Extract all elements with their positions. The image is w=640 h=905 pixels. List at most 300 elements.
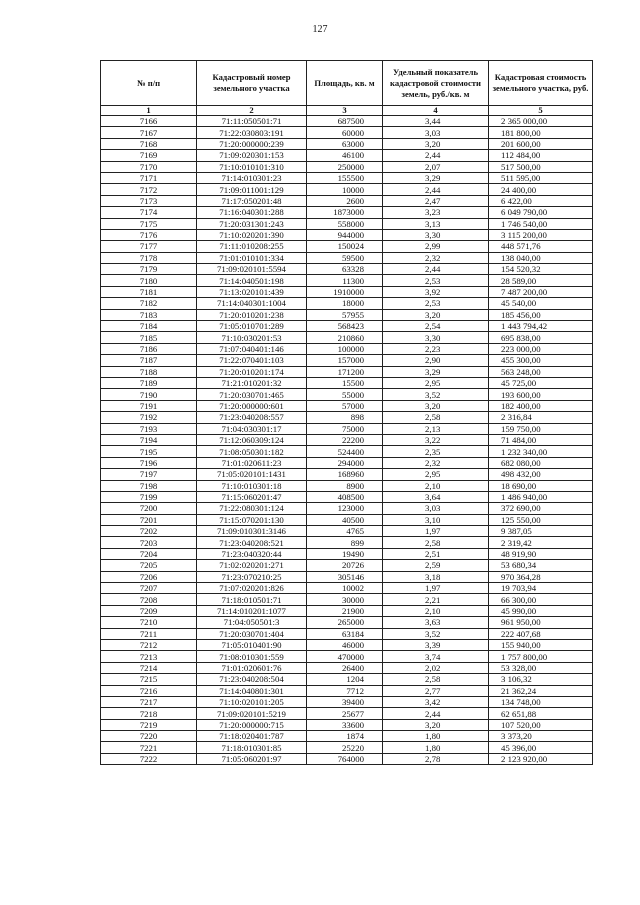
cell-cadastral-number: 71:22:070401:103 [197, 355, 307, 366]
cell-cadastral-number: 71:20:030701:404 [197, 628, 307, 639]
cell-cadastral-number: 71:08:010301:559 [197, 651, 307, 662]
cell-cadastral-number: 71:13:020101:439 [197, 286, 307, 297]
table-row [101, 537, 593, 548]
table-row [101, 241, 593, 252]
cell-area: 11300 [307, 275, 383, 286]
table-row [101, 503, 593, 514]
cell-cadastral-cost: 182 400,00 [489, 400, 593, 411]
cell-cadastral-cost: 223 000,00 [489, 343, 593, 354]
cell-cadastral-cost: 6 422,00 [489, 195, 593, 206]
column-number: 5 [489, 106, 593, 116]
cell-specific-value: 2,53 [383, 298, 489, 309]
cell-cadastral-number: 71:20:030701:465 [197, 389, 307, 400]
cell-row-number: 7199 [101, 491, 197, 502]
cell-specific-value: 2,13 [383, 423, 489, 434]
table-row [101, 275, 593, 286]
cell-area: 8900 [307, 480, 383, 491]
cell-cadastral-number: 71:14:040301:1004 [197, 298, 307, 309]
cell-specific-value: 2,44 [383, 150, 489, 161]
cell-cadastral-cost: 159 750,00 [489, 423, 593, 434]
cell-cadastral-number: 71:22:080301:124 [197, 503, 307, 514]
cell-cadastral-cost: 48 919,90 [489, 548, 593, 559]
cell-row-number: 7169 [101, 150, 197, 161]
cell-area: 15500 [307, 377, 383, 388]
cell-cadastral-cost: 53 328,00 [489, 662, 593, 673]
cell-specific-value: 3,30 [383, 229, 489, 240]
cell-specific-value: 2,54 [383, 321, 489, 332]
table-row [101, 355, 593, 366]
cell-cadastral-number: 71:23:070210:25 [197, 571, 307, 582]
cell-cadastral-cost: 19 703,94 [489, 583, 593, 594]
cell-specific-value: 2,99 [383, 241, 489, 252]
cell-cadastral-cost: 682 080,00 [489, 457, 593, 468]
table-row [101, 161, 593, 172]
cell-specific-value: 3,20 [383, 719, 489, 730]
cell-cadastral-cost: 563 248,00 [489, 366, 593, 377]
cell-cadastral-number: 71:20:031301:243 [197, 218, 307, 229]
table-row [101, 753, 593, 764]
header-row [101, 61, 593, 106]
cell-row-number: 7212 [101, 639, 197, 650]
cell-area: 10000 [307, 184, 383, 195]
cell-specific-value: 3,18 [383, 571, 489, 582]
cell-row-number: 7216 [101, 685, 197, 696]
cell-row-number: 7178 [101, 252, 197, 263]
cell-cadastral-number: 71:23:040208:557 [197, 412, 307, 423]
cell-area: 18000 [307, 298, 383, 309]
cell-area: 63000 [307, 138, 383, 149]
cell-cadastral-number: 71:23:040320:44 [197, 548, 307, 559]
cell-area: 150024 [307, 241, 383, 252]
cell-specific-value: 1,80 [383, 731, 489, 742]
cell-cadastral-cost: 961 950,00 [489, 617, 593, 628]
cell-row-number: 7181 [101, 286, 197, 297]
cell-cadastral-cost: 193 600,00 [489, 389, 593, 400]
header-cadastral-cost: Кадастровая стоимость земельного участка, руб. [489, 61, 593, 106]
cell-cadastral-number: 71:14:010201:1077 [197, 605, 307, 616]
cell-row-number: 7214 [101, 662, 197, 673]
cell-specific-value: 3,20 [383, 400, 489, 411]
cell-cadastral-cost: 448 571,76 [489, 241, 593, 252]
cell-cadastral-cost: 24 400,00 [489, 184, 593, 195]
table-row [101, 343, 593, 354]
cell-row-number: 7219 [101, 719, 197, 730]
cell-row-number: 7186 [101, 343, 197, 354]
cell-cadastral-cost: 138 040,00 [489, 252, 593, 263]
cell-cadastral-cost: 62 651,88 [489, 708, 593, 719]
cell-cadastral-cost: 21 362,24 [489, 685, 593, 696]
table-row [101, 138, 593, 149]
cell-row-number: 7215 [101, 674, 197, 685]
cell-row-number: 7208 [101, 594, 197, 605]
cell-cadastral-number: 71:21:010201:32 [197, 377, 307, 388]
cell-specific-value: 2,53 [383, 275, 489, 286]
cell-row-number: 7200 [101, 503, 197, 514]
cell-row-number: 7194 [101, 434, 197, 445]
cell-specific-value: 2,58 [383, 537, 489, 548]
cell-row-number: 7185 [101, 332, 197, 343]
table-row [101, 377, 593, 388]
table-row [101, 651, 593, 662]
header-area: Площадь, кв. м [307, 61, 383, 106]
cell-cadastral-number: 71:05:060201:97 [197, 753, 307, 764]
column-number-row [101, 106, 593, 116]
cell-specific-value: 2,44 [383, 264, 489, 275]
page-number: 127 [312, 24, 328, 35]
cell-row-number: 7191 [101, 400, 197, 411]
cell-cadastral-number: 71:20:000000:239 [197, 138, 307, 149]
cell-area: 470000 [307, 651, 383, 662]
cell-specific-value: 3,92 [383, 286, 489, 297]
cell-cadastral-cost: 372 690,00 [489, 503, 593, 514]
cell-cadastral-cost: 107 520,00 [489, 719, 593, 730]
cell-specific-value: 3,44 [383, 116, 489, 127]
cell-cadastral-cost: 222 407,68 [489, 628, 593, 639]
table-row [101, 571, 593, 582]
cell-cadastral-cost: 28 589,00 [489, 275, 593, 286]
table-row [101, 617, 593, 628]
cell-row-number: 7218 [101, 708, 197, 719]
cell-area: 60000 [307, 127, 383, 138]
cell-cadastral-number: 71:12:060309:124 [197, 434, 307, 445]
cell-cadastral-number: 71:09:010301:3146 [197, 526, 307, 537]
cell-area: 19490 [307, 548, 383, 559]
cell-cadastral-number: 71:01:020601:76 [197, 662, 307, 673]
cell-area: 250000 [307, 161, 383, 172]
cell-row-number: 7182 [101, 298, 197, 309]
cell-specific-value: 2,58 [383, 412, 489, 423]
cell-area: 899 [307, 537, 383, 548]
cell-row-number: 7203 [101, 537, 197, 548]
cell-row-number: 7184 [101, 321, 197, 332]
table-row [101, 685, 593, 696]
column-number: 2 [197, 106, 307, 116]
table-row [101, 457, 593, 468]
cell-row-number: 7180 [101, 275, 197, 286]
cell-area: 155500 [307, 172, 383, 183]
cell-cadastral-cost: 3 106,32 [489, 674, 593, 685]
cell-cadastral-number: 71:05:020101:1431 [197, 469, 307, 480]
cell-row-number: 7166 [101, 116, 197, 127]
cell-cadastral-number: 71:07:040401:146 [197, 343, 307, 354]
cell-specific-value: 3,03 [383, 503, 489, 514]
cell-specific-value: 3,20 [383, 309, 489, 320]
cell-cadastral-number: 71:11:010208:255 [197, 241, 307, 252]
table-row [101, 184, 593, 195]
cell-specific-value: 3,10 [383, 514, 489, 525]
cell-specific-value: 2,23 [383, 343, 489, 354]
cell-cadastral-number: 71:10:020201:390 [197, 229, 307, 240]
cell-cadastral-cost: 1 232 340,00 [489, 446, 593, 457]
cell-cadastral-cost: 134 748,00 [489, 696, 593, 707]
cell-row-number: 7197 [101, 469, 197, 480]
cell-cadastral-number: 71:20:000000:601 [197, 400, 307, 411]
cell-specific-value: 2,58 [383, 674, 489, 685]
cell-cadastral-cost: 45 540,00 [489, 298, 593, 309]
cell-row-number: 7168 [101, 138, 197, 149]
cell-cadastral-number: 71:18:020401:787 [197, 731, 307, 742]
cell-specific-value: 2,32 [383, 252, 489, 263]
cell-cadastral-cost: 7 487 200,00 [489, 286, 593, 297]
cell-cadastral-number: 71:08:050301:182 [197, 446, 307, 457]
cell-area: 171200 [307, 366, 383, 377]
cell-cadastral-cost: 71 484,00 [489, 434, 593, 445]
cell-cadastral-number: 71:20:000000:715 [197, 719, 307, 730]
cell-cadastral-number: 71:01:010101:334 [197, 252, 307, 263]
table-row [101, 218, 593, 229]
table-row [101, 434, 593, 445]
cell-row-number: 7211 [101, 628, 197, 639]
cell-cadastral-cost: 45 396,00 [489, 742, 593, 753]
table-row [101, 298, 593, 309]
cell-cadastral-number: 71:20:010201:238 [197, 309, 307, 320]
table-row [101, 286, 593, 297]
cell-cadastral-cost: 185 456,00 [489, 309, 593, 320]
cell-cadastral-cost: 125 550,00 [489, 514, 593, 525]
cell-specific-value: 1,97 [383, 583, 489, 594]
cell-cadastral-number: 71:18:010501:71 [197, 594, 307, 605]
cell-cadastral-cost: 517 500,00 [489, 161, 593, 172]
cell-area: 26400 [307, 662, 383, 673]
table-row [101, 332, 593, 343]
cell-cadastral-cost: 2 316,84 [489, 412, 593, 423]
cell-row-number: 7189 [101, 377, 197, 388]
header-specific-value: Удельный показатель кадастровой стоимости земель, руб./кв. м [383, 61, 489, 106]
column-number: 3 [307, 106, 383, 116]
cell-cadastral-cost: 2 319,42 [489, 537, 593, 548]
cell-cadastral-cost: 66 300,00 [489, 594, 593, 605]
cell-area: 408500 [307, 491, 383, 502]
cell-area: 25220 [307, 742, 383, 753]
cell-cadastral-cost: 1 757 800,00 [489, 651, 593, 662]
cell-row-number: 7195 [101, 446, 197, 457]
cell-cadastral-number: 71:09:011001:129 [197, 184, 307, 195]
cell-row-number: 7196 [101, 457, 197, 468]
cell-cadastral-number: 71:10:020101:205 [197, 696, 307, 707]
cell-cadastral-number: 71:20:010201:174 [197, 366, 307, 377]
cell-area: 568423 [307, 321, 383, 332]
cell-area: 39400 [307, 696, 383, 707]
cell-cadastral-cost: 181 800,00 [489, 127, 593, 138]
cell-area: 7712 [307, 685, 383, 696]
cell-specific-value: 1,80 [383, 742, 489, 753]
table-row [101, 514, 593, 525]
cell-specific-value: 2,35 [383, 446, 489, 457]
cell-cadastral-number: 71:10:030201:53 [197, 332, 307, 343]
cell-row-number: 7179 [101, 264, 197, 275]
cell-specific-value: 3,29 [383, 366, 489, 377]
cell-cadastral-cost: 695 838,00 [489, 332, 593, 343]
cell-cadastral-cost: 112 484,00 [489, 150, 593, 161]
cell-area: 40500 [307, 514, 383, 525]
cell-area: 524400 [307, 446, 383, 457]
cell-cadastral-cost: 154 520,32 [489, 264, 593, 275]
cell-cadastral-cost: 1 746 540,00 [489, 218, 593, 229]
cell-row-number: 7222 [101, 753, 197, 764]
cell-specific-value: 3,63 [383, 617, 489, 628]
cell-cadastral-number: 71:23:040208:521 [197, 537, 307, 548]
cell-cadastral-cost: 6 049 790,00 [489, 207, 593, 218]
cell-cadastral-cost: 455 300,00 [489, 355, 593, 366]
table-row [101, 639, 593, 650]
cell-area: 1204 [307, 674, 383, 685]
cell-specific-value: 2,32 [383, 457, 489, 468]
cell-cadastral-number: 71:02:020201:271 [197, 560, 307, 571]
cell-row-number: 7173 [101, 195, 197, 206]
cell-cadastral-number: 71:15:060201:47 [197, 491, 307, 502]
cell-row-number: 7202 [101, 526, 197, 537]
cell-area: 46000 [307, 639, 383, 650]
cell-area: 57000 [307, 400, 383, 411]
table-row [101, 662, 593, 673]
table-row [101, 172, 593, 183]
cell-area: 157000 [307, 355, 383, 366]
cell-area: 59500 [307, 252, 383, 263]
table-row [101, 389, 593, 400]
cell-cadastral-cost: 2 123 920,00 [489, 753, 593, 764]
cell-specific-value: 3,03 [383, 127, 489, 138]
table-row [101, 548, 593, 559]
cell-row-number: 7176 [101, 229, 197, 240]
table-row [101, 708, 593, 719]
cell-row-number: 7183 [101, 309, 197, 320]
table-row [101, 696, 593, 707]
cell-row-number: 7188 [101, 366, 197, 377]
cell-area: 63184 [307, 628, 383, 639]
column-number: 1 [101, 106, 197, 116]
cell-area: 558000 [307, 218, 383, 229]
cell-row-number: 7177 [101, 241, 197, 252]
cell-specific-value: 2,47 [383, 195, 489, 206]
table-row [101, 628, 593, 639]
table-row [101, 731, 593, 742]
cell-cadastral-number: 71:05:010701:289 [197, 321, 307, 332]
cell-cadastral-number: 71:11:050501:71 [197, 116, 307, 127]
cell-area: 55000 [307, 389, 383, 400]
cell-area: 10002 [307, 583, 383, 594]
cell-cadastral-cost: 45 725,00 [489, 377, 593, 388]
cell-area: 265000 [307, 617, 383, 628]
cell-area: 22200 [307, 434, 383, 445]
cell-cadastral-cost: 2 365 000,00 [489, 116, 593, 127]
cell-cadastral-number: 71:10:010301:18 [197, 480, 307, 491]
cell-area: 2600 [307, 195, 383, 206]
cell-cadastral-number: 71:04:050501:3 [197, 617, 307, 628]
cell-cadastral-number: 71:22:030803:191 [197, 127, 307, 138]
cell-area: 898 [307, 412, 383, 423]
cell-specific-value: 3,74 [383, 651, 489, 662]
cell-row-number: 7213 [101, 651, 197, 662]
cell-area: 57955 [307, 309, 383, 320]
cell-row-number: 7204 [101, 548, 197, 559]
cell-cadastral-number: 71:16:040301:288 [197, 207, 307, 218]
cell-row-number: 7171 [101, 172, 197, 183]
table-row [101, 423, 593, 434]
cell-cadastral-cost: 9 387,05 [489, 526, 593, 537]
table-row [101, 412, 593, 423]
cell-specific-value: 2,02 [383, 662, 489, 673]
cell-specific-value: 3,29 [383, 172, 489, 183]
cell-area: 63328 [307, 264, 383, 275]
cell-specific-value: 3,52 [383, 628, 489, 639]
cell-cadastral-cost: 970 364,28 [489, 571, 593, 582]
cadastral-value-table [100, 60, 593, 765]
cell-area: 944000 [307, 229, 383, 240]
column-number: 4 [383, 106, 489, 116]
cell-cadastral-cost: 498 432,00 [489, 469, 593, 480]
cell-specific-value: 2,95 [383, 377, 489, 388]
table-row [101, 309, 593, 320]
cell-area: 25677 [307, 708, 383, 719]
cell-cadastral-number: 71:15:070201:130 [197, 514, 307, 525]
cell-row-number: 7175 [101, 218, 197, 229]
cell-cadastral-cost: 3 373,20 [489, 731, 593, 742]
cell-area: 764000 [307, 753, 383, 764]
cell-specific-value: 3,39 [383, 639, 489, 650]
cell-specific-value: 2,10 [383, 605, 489, 616]
cell-cadastral-number: 71:09:020101:5219 [197, 708, 307, 719]
cell-row-number: 7210 [101, 617, 197, 628]
header-cadastral-number: Кадастровый номер земельного участка [197, 61, 307, 106]
cell-area: 210860 [307, 332, 383, 343]
cell-cadastral-cost: 155 940,00 [489, 639, 593, 650]
cell-cadastral-number: 71:01:020611:23 [197, 457, 307, 468]
cell-cadastral-number: 71:18:010301:85 [197, 742, 307, 753]
cell-area: 46100 [307, 150, 383, 161]
table-row [101, 605, 593, 616]
cell-area: 33600 [307, 719, 383, 730]
cell-specific-value: 2,78 [383, 753, 489, 764]
table-row [101, 264, 593, 275]
table-row [101, 229, 593, 240]
cell-specific-value: 3,23 [383, 207, 489, 218]
table-row [101, 526, 593, 537]
table-row [101, 195, 593, 206]
cell-specific-value: 2,77 [383, 685, 489, 696]
cell-area: 100000 [307, 343, 383, 354]
cell-cadastral-number: 71:07:020201:826 [197, 583, 307, 594]
cell-cadastral-number: 71:17:050201:48 [197, 195, 307, 206]
cell-specific-value: 2,21 [383, 594, 489, 605]
table-row [101, 719, 593, 730]
cell-specific-value: 2,07 [383, 161, 489, 172]
cell-area: 1910000 [307, 286, 383, 297]
cell-area: 305146 [307, 571, 383, 582]
cell-row-number: 7170 [101, 161, 197, 172]
table-row [101, 491, 593, 502]
cell-row-number: 7201 [101, 514, 197, 525]
cell-cadastral-number: 71:14:010301:23 [197, 172, 307, 183]
table-row [101, 480, 593, 491]
cell-row-number: 7172 [101, 184, 197, 195]
cell-cadastral-number: 71:10:010101:310 [197, 161, 307, 172]
cell-row-number: 7205 [101, 560, 197, 571]
cell-row-number: 7192 [101, 412, 197, 423]
cell-area: 1873000 [307, 207, 383, 218]
cell-specific-value: 3,22 [383, 434, 489, 445]
cell-cadastral-cost: 1 486 940,00 [489, 491, 593, 502]
cell-area: 294000 [307, 457, 383, 468]
cell-cadastral-number: 71:05:010401:90 [197, 639, 307, 650]
cell-cadastral-number: 71:14:040801:301 [197, 685, 307, 696]
table-row [101, 207, 593, 218]
cell-specific-value: 3,52 [383, 389, 489, 400]
cell-cadastral-cost: 511 595,00 [489, 172, 593, 183]
table-row [101, 583, 593, 594]
cell-area: 20726 [307, 560, 383, 571]
cell-row-number: 7167 [101, 127, 197, 138]
cell-area: 75000 [307, 423, 383, 434]
